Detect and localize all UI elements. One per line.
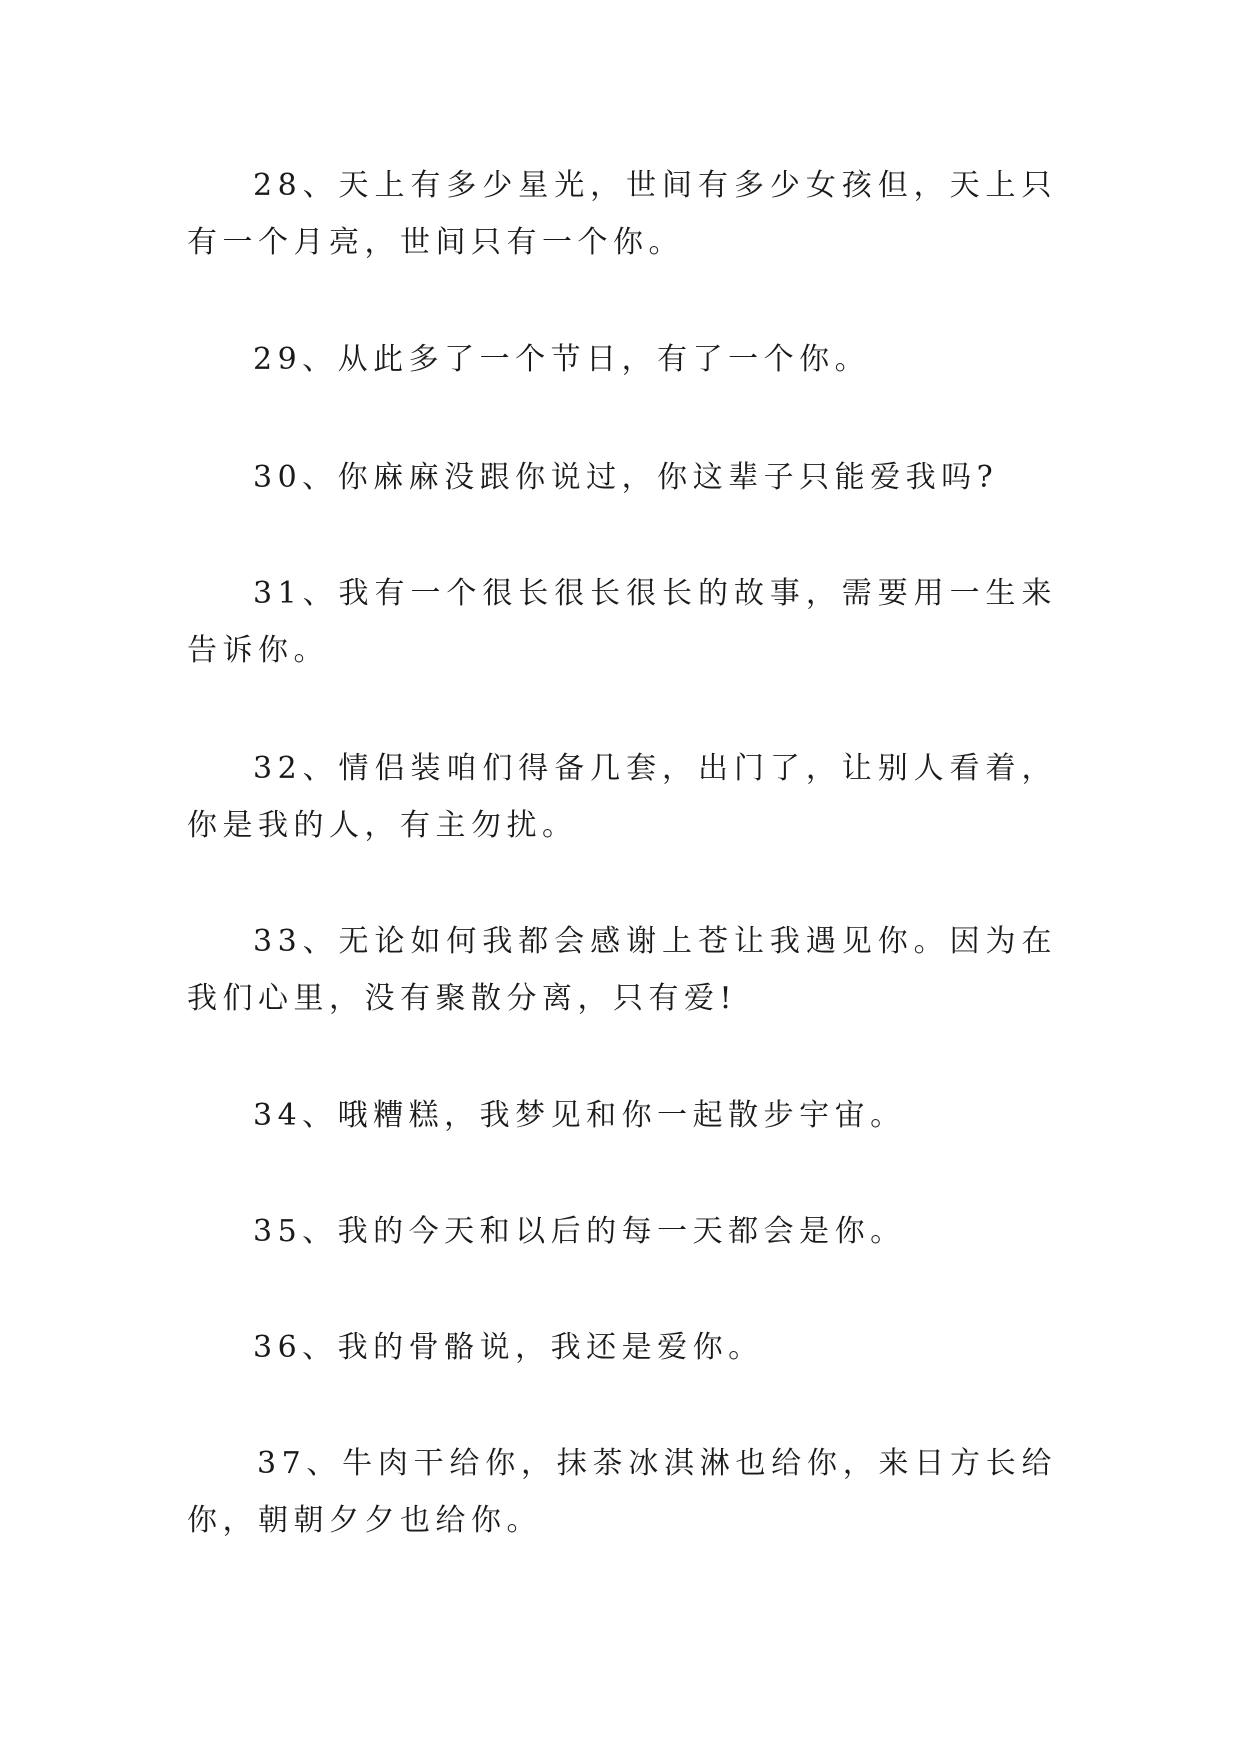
paragraph-30: 30、你麻麻没跟你说过，你这辈子只能爱我吗? [253, 460, 999, 495]
paragraph-29: 29、从此多了一个节日，有了一个你。 [253, 342, 871, 377]
paragraph-28: 28、天上有多少星光，世间有多少女孩但，天上只有一个月亮，世间只有一个你。 [187, 168, 1057, 260]
paragraph-36: 36、我的骨骼说，我还是爱你。 [253, 1330, 764, 1365]
paragraph-33: 33、无论如何我都会感谢上苍让我遇见你。因为在我们心里，没有聚散分离，只有爱! [187, 924, 1057, 1016]
paragraph-35: 35、我的今天和以后的每一天都会是你。 [253, 1214, 906, 1249]
paragraph-34: 34、哦糟糕，我梦见和你一起散步宇宙。 [253, 1098, 906, 1133]
paragraph-31: 31、我有一个很长很长很长的故事，需要用一生来告诉你。 [187, 576, 1057, 668]
paragraph-37: 37、牛肉干给你，抹茶冰淇淋也给你，来日方长给你，朝朝夕夕也给你。 [187, 1446, 1057, 1538]
paragraph-32: 32、情侣装咱们得备几套，出门了，让别人看着，你是我的人，有主勿扰。 [187, 751, 1057, 843]
